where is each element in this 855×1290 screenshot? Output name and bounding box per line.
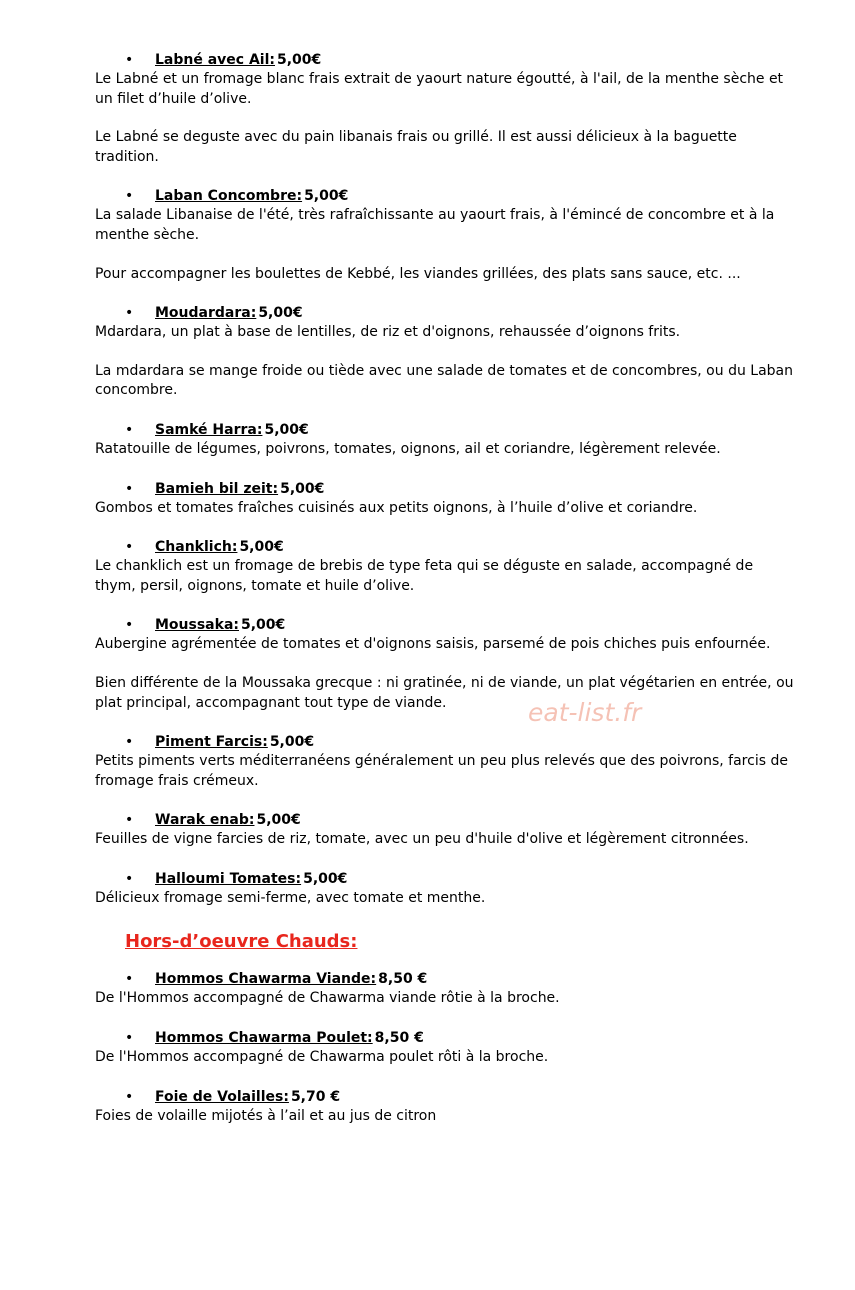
menu-item-description: Le Labné et un fromage blanc frais extrait de yaourt nature égoutté, à l'ail, de la menthe sèche et un filet d’huile d’olive. — [95, 71, 784, 107]
bullet-icon: • — [125, 305, 134, 322]
bullet-icon: • — [125, 480, 134, 497]
menu-item-name: Labné avec Ail: — [155, 52, 275, 68]
menu-item-heading — [95, 303, 795, 323]
menu-item-price: 5,00€ — [239, 539, 284, 556]
menu-item-name: Laban Concombre: — [155, 188, 303, 205]
menu-item-heading — [95, 186, 795, 206]
menu-item-price: 5,00€ — [303, 870, 348, 887]
menu-item-description: Pour accompagner les boulettes de Kebbé, les viandes grillées, des plats sans sauce, etc. ... — [95, 265, 741, 282]
menu-item-description: Délicieux fromage semi-ferme, avec tomate et menthe. — [95, 889, 486, 906]
bullet-icon: • — [125, 617, 134, 634]
menu-item-description: De l'Hommos accompagné de Chawarma poulet rôti à la broche. — [95, 1049, 549, 1066]
menu-page — [95, 50, 795, 1145]
menu-item-description: Le chanklich est un fromage de brebis de type feta qui se déguste en salade, accompagné de thym, persil, oignons, tomate et huile d’olive. — [95, 558, 754, 594]
menu-item-price: 5,00€ — [256, 812, 301, 829]
bullet-icon: • — [125, 971, 134, 988]
menu-item-heading — [95, 615, 795, 635]
bullet-icon: • — [125, 421, 134, 438]
cold-appetizers-list — [95, 50, 795, 927]
bullet-icon: • — [125, 539, 134, 556]
bullet-icon: • — [125, 870, 134, 887]
menu-item-heading — [95, 969, 795, 989]
menu-item-price: 8,50 € — [374, 1030, 424, 1047]
menu-item-name: Bamieh bil zeit: — [155, 480, 279, 497]
menu-item-description: Foies de volaille mijotés à l’ail et au jus de citron — [95, 1107, 437, 1124]
section-title-hot-appetizers: Hors-d’oeuvre Chauds: — [125, 931, 358, 953]
menu-item-heading — [95, 537, 795, 557]
menu-item-price: 5,00€ — [304, 188, 349, 205]
bullet-icon: • — [125, 812, 134, 829]
menu-item-description: Bien différente de la Moussaka grecque : ni gratinée, ni de viande, un plat végétarien en entrée, ou plat principal, accompagnant tout type de viande. — [95, 674, 794, 711]
menu-item-price: 5,00€ — [269, 734, 315, 751]
menu-item-description: De l'Hommos accompagné de Chawarma viande rôtie à la broche. — [95, 990, 560, 1007]
menu-item-name: Piment Farcis: — [155, 734, 268, 751]
menu-item-heading — [95, 50, 795, 70]
menu-item-heading — [95, 869, 795, 889]
menu-item-heading — [95, 479, 795, 499]
menu-item-description: Le Labné se deguste avec du pain libanais frais ou grillé. Il est aussi délicieux à la baguette tradition. — [95, 129, 737, 165]
menu-item-name: Chanklich: — [155, 539, 238, 556]
menu-item-name: Foie de Volailles: — [155, 1088, 289, 1105]
menu-item-price: 5,00€ — [241, 617, 286, 634]
hot-appetizers-list — [95, 969, 795, 1145]
menu-item-description: Gombos et tomates fraîches cuisinés aux petits oignons, à l’huile d’olive et coriandre. — [95, 499, 698, 516]
menu-item-description: La mdardara se mange froide ou tiède avec une salade de tomates et de concombres, ou du Laban concombre. — [95, 362, 793, 399]
menu-item-heading — [95, 1087, 795, 1107]
menu-item-name: Halloumi Tomates: — [155, 870, 302, 887]
menu-item-name: Hommos Chawarma Viande: — [155, 971, 377, 988]
bullet-icon: • — [125, 52, 134, 68]
menu-item-description: Mdardara, un plat à base de lentilles, de riz et d'oignons, rehaussée d’oignons frits. — [95, 324, 681, 341]
menu-item-price: 5,70 € — [290, 1088, 341, 1105]
bullet-icon: • — [125, 734, 134, 751]
menu-item-price: 5,00€ — [280, 480, 325, 497]
menu-item-name: Warak enab: — [155, 812, 255, 829]
menu-item-name: Moussaka: — [155, 617, 239, 634]
bullet-icon: • — [125, 1088, 134, 1105]
bullet-icon: • — [125, 188, 134, 205]
menu-item-description: Ratatouille de légumes, poivrons, tomates, oignons, ail et coriandre, légèrement relevée. — [95, 440, 721, 457]
menu-item-heading — [95, 420, 795, 440]
menu-item-description: La salade Libanaise de l'été, très rafraîchissante au yaourt frais, à l'émincé de concombre et à la menthe sèche. — [95, 207, 775, 243]
menu-item-heading — [95, 1028, 795, 1048]
menu-item-name: Moudardara: — [155, 305, 257, 322]
menu-item-heading — [95, 732, 795, 752]
menu-item-name: Hommos Chawarma Poulet: — [155, 1030, 373, 1047]
menu-item-description: Feuilles de vigne farcies de riz, tomate, avec un peu d'huile d'olive et légèrement citronnées. — [95, 831, 749, 848]
menu-item-description: Petits piments verts méditerranéens généralement un peu plus relevés que des poivrons, farcis de fromage frais crémeux. — [95, 753, 788, 789]
menu-item-price: 5,00€ — [277, 52, 322, 68]
watermark: eat-list.fr — [528, 698, 642, 727]
menu-item-description: Aubergine agrémentée de tomates et d'oignons saisis, parsemé de pois chiches puis enfournée. — [95, 636, 771, 653]
menu-item-heading — [95, 810, 795, 830]
menu-item-price: 5,00€ — [258, 305, 303, 322]
bullet-icon: • — [125, 1030, 134, 1047]
menu-item-price: 5,00€ — [264, 421, 309, 438]
menu-item-name: Samké Harra: — [155, 421, 263, 438]
menu-item-price: 8,50 € — [378, 971, 428, 988]
